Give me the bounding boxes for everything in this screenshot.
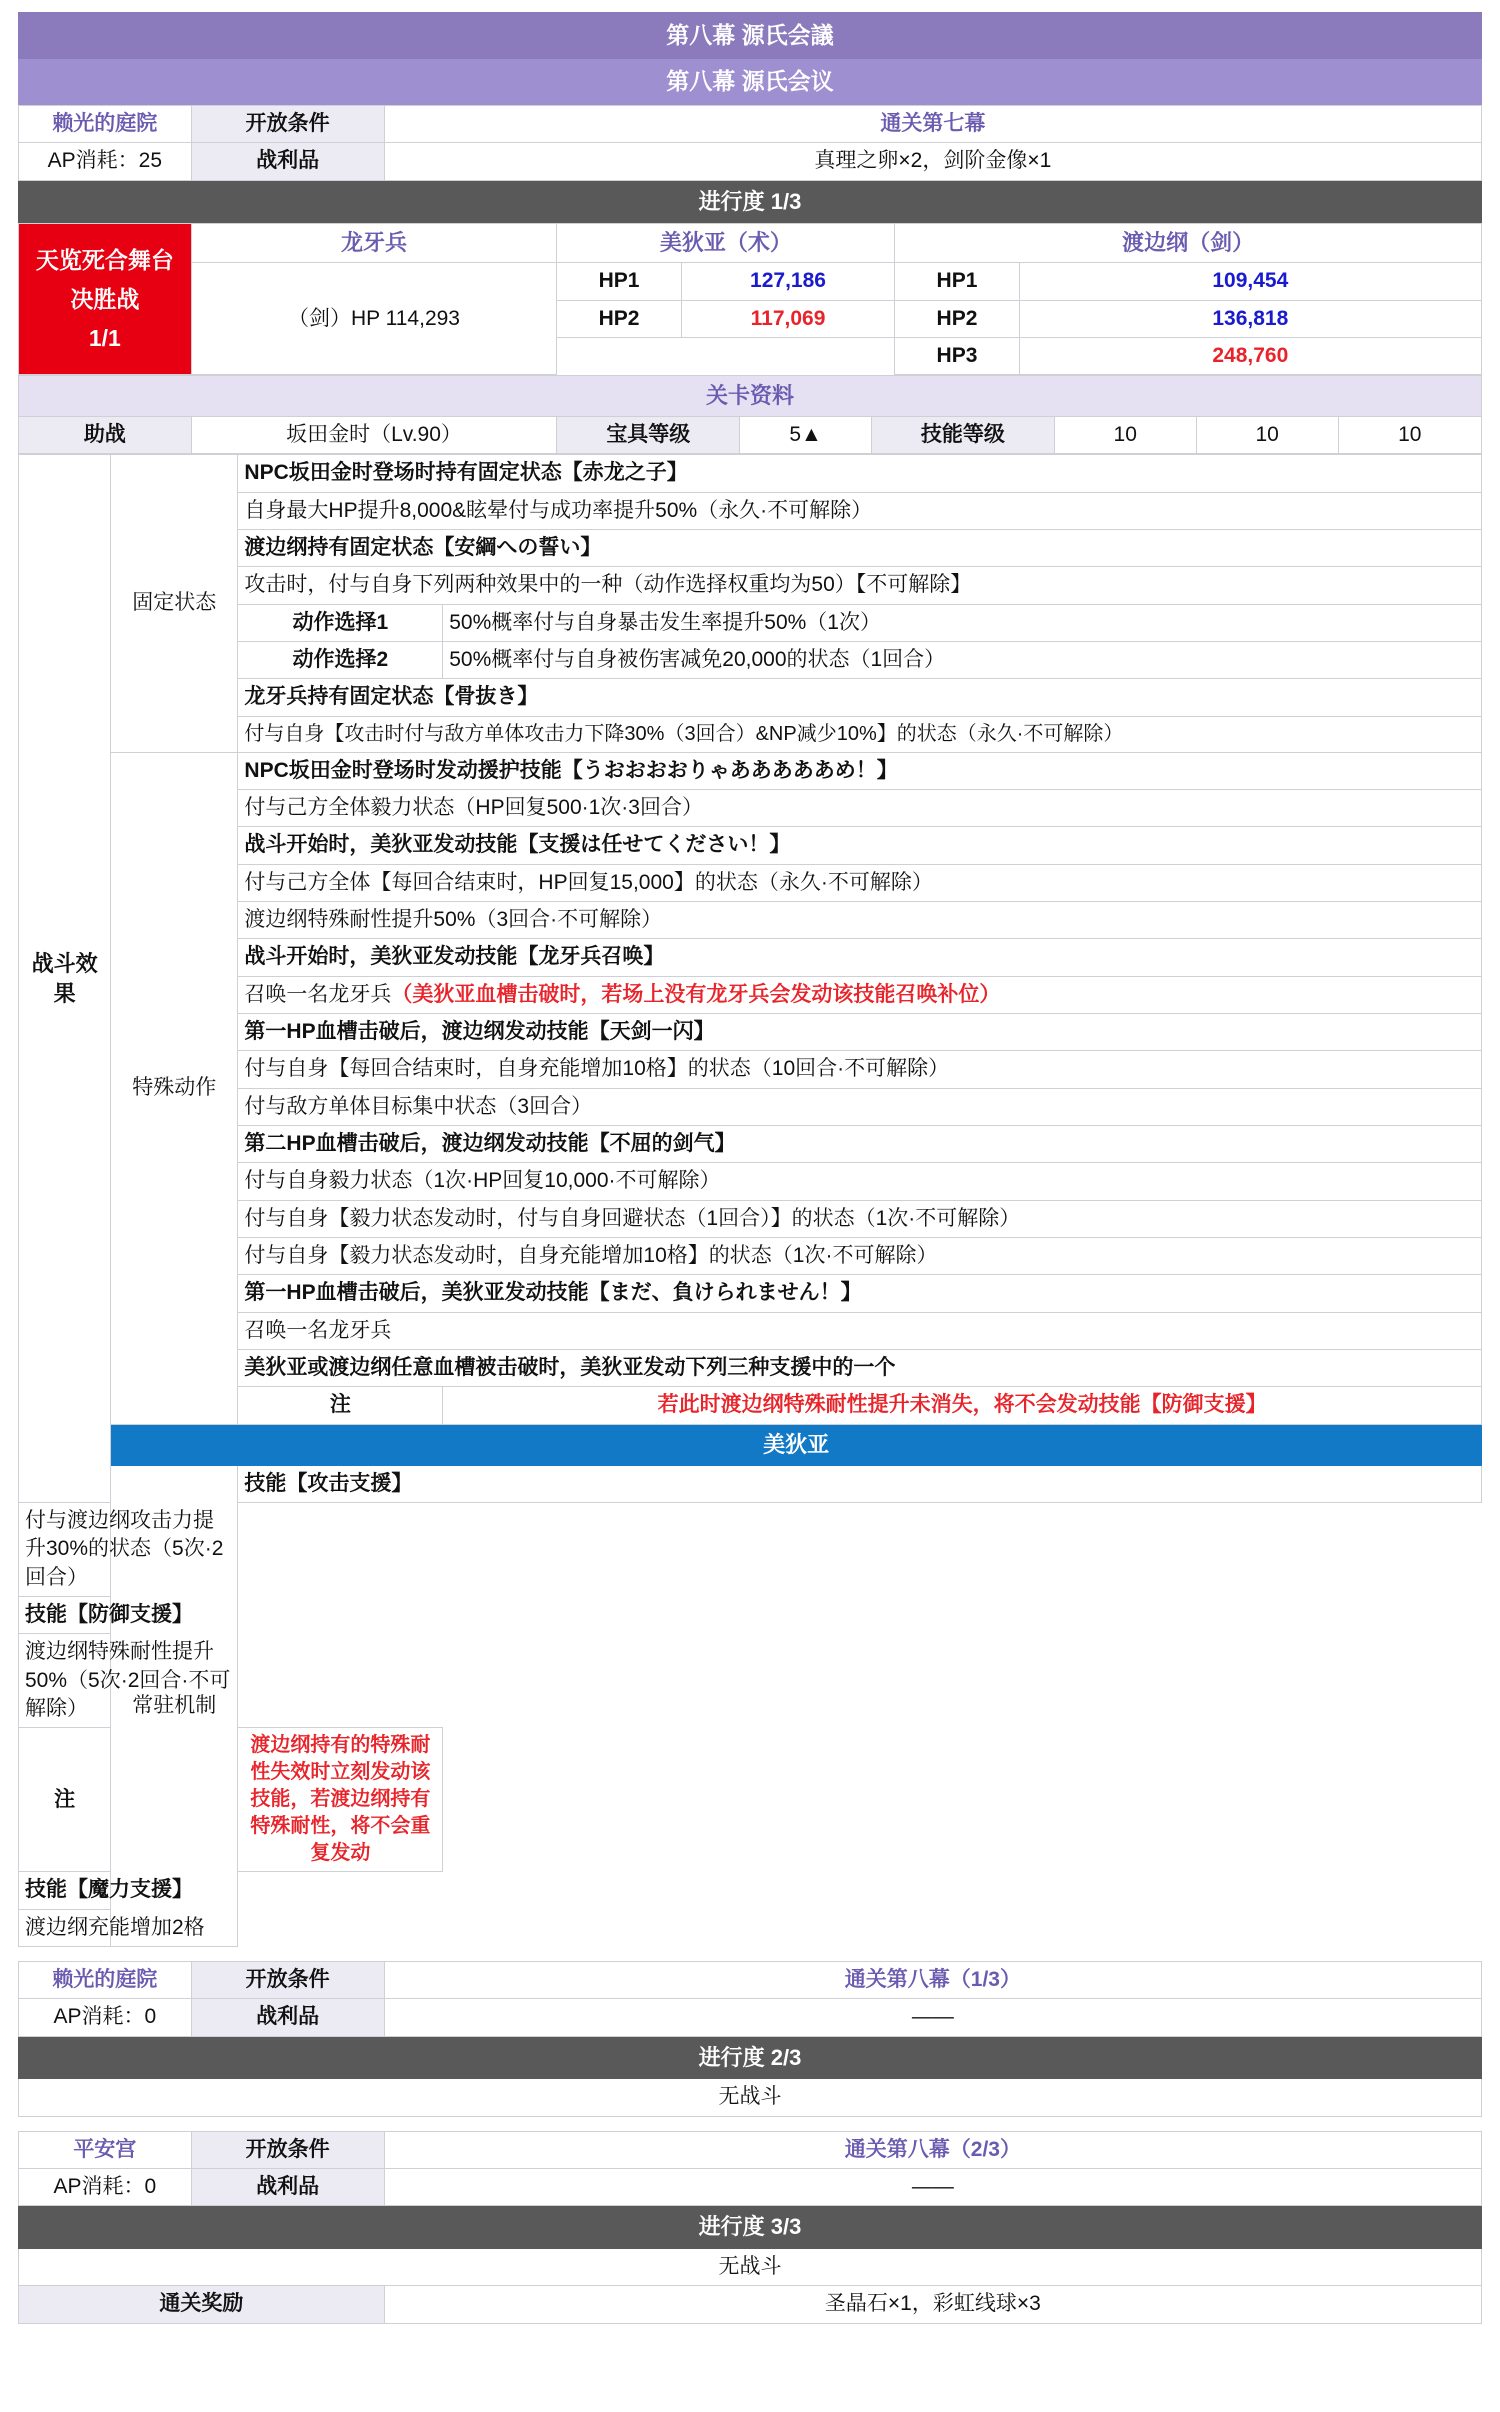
effects-row — [19, 641, 1482, 678]
clear-reward-value: 圣晶石×1，彩虹线球×3 — [384, 2286, 1481, 2323]
effect-text-red: （美狄亚血槽击破时，若场上没有龙牙兵会发动该技能召唤补位） — [391, 982, 1001, 1006]
quest2-progress-row — [19, 2036, 1482, 2079]
enemy-hp1-row — [19, 263, 1482, 300]
effects-row — [19, 1238, 1482, 1275]
enemy-2-hp2-value: 117,069 — [681, 300, 895, 337]
effects-row — [19, 567, 1482, 604]
effect-head: NPC坂田金时登场时持有固定状态【赤龙之子】 — [238, 455, 1482, 492]
effect-head: 第一HP血槽击破后，渡边纲发动技能【天剑一闪】 — [238, 1014, 1482, 1051]
effect-text: 渡边纲充能增加2格 — [19, 1909, 238, 1946]
effects-row — [19, 827, 1482, 864]
enemy-2-hp2-label: HP2 — [557, 300, 681, 337]
effect-head: 技能【魔力支援】 — [19, 1872, 238, 1909]
quest3-progress-row — [19, 2206, 1482, 2249]
quest1-unlock-row — [19, 106, 1482, 143]
np-label: 宝具等级 — [557, 416, 740, 453]
effects-row — [19, 1387, 1482, 1424]
effects-row — [19, 1163, 1482, 1200]
quest1-location: 赖光的庭院 — [19, 106, 192, 143]
effects-row — [19, 864, 1482, 901]
effect-head: 龙牙兵持有固定状态【骨抜き】 — [238, 679, 1482, 716]
enemy-1-hp: （剑）HP 114,293 — [191, 263, 557, 375]
skill-value-2: 10 — [1196, 416, 1338, 453]
battle-effects-table — [18, 454, 1482, 1947]
quest-info-title-row — [19, 376, 1482, 417]
enemy-3-hp2-value: 136,818 — [1019, 300, 1481, 337]
effect-text: 攻击时，付与自身下列两种效果中的一种（动作选择权重均为50）【不可解除】 — [238, 567, 1482, 604]
quest-info-title: 关卡资料 — [19, 376, 1482, 417]
effects-row — [19, 752, 1482, 789]
clear-reward-row — [19, 2286, 1482, 2323]
battle-table — [18, 223, 1482, 375]
quest3-drop-value: —— — [384, 2169, 1481, 2206]
quest2-unlock-label: 开放条件 — [191, 1961, 384, 1998]
group-label-passive: 常驻机制 — [111, 1465, 238, 1946]
effects-row — [19, 1728, 1482, 1872]
enemy-3-hp1-label: HP1 — [895, 263, 1019, 300]
skill-value-3: 10 — [1338, 416, 1481, 453]
effect-text: 付与敌方单体目标集中状态（3回合） — [238, 1088, 1482, 1125]
effects-row — [19, 1126, 1482, 1163]
spacer-2 — [18, 2117, 1482, 2131]
enemy-3-hp3-label: HP3 — [895, 337, 1019, 374]
battle-effects-body — [19, 455, 1482, 1947]
effect-text: 渡边纲特殊耐性提升50%（3回合·不可解除） — [238, 902, 1482, 939]
effects-row — [19, 529, 1482, 566]
effects-row — [19, 1275, 1482, 1312]
enemy-3-hp1-value: 109,454 — [1019, 263, 1481, 300]
enemy-2-hp1-label: HP1 — [557, 263, 681, 300]
effects-row — [19, 1312, 1482, 1349]
quest2-no-battle: 无战斗 — [19, 2079, 1482, 2116]
quest2-progress: 进行度 2/3 — [19, 2036, 1482, 2079]
effects-row — [19, 1424, 1482, 1465]
effect-head: 美狄亚或渡边纲任意血槽被击破时，美狄亚发动下列三种支援中的一个 — [238, 1350, 1482, 1387]
effects-row — [19, 1350, 1482, 1387]
effect-head: 技能【防御支援】 — [19, 1596, 238, 1633]
title-cn: 第八幕 源氏会议 — [19, 59, 1482, 105]
quest2-ap-cost: AP消耗：0 — [19, 1999, 192, 2036]
effect-head: 战斗开始时，美狄亚发动技能【龙牙兵召唤】 — [238, 939, 1482, 976]
quest1-progress: 进行度 1/3 — [19, 180, 1482, 223]
battle-effects-label: 战斗效果 — [19, 455, 111, 1503]
quest3-progress: 进行度 3/3 — [19, 2206, 1482, 2249]
quest1-ap-cost: AP消耗：25 — [19, 143, 192, 180]
effect-head: NPC坂田金时登场时发动援护技能【うおおおおりゃあああああめ！】 — [238, 752, 1482, 789]
quest1-header-table — [18, 105, 1482, 223]
effect-text: 召唤一名龙牙兵 — [238, 1312, 1482, 1349]
effects-row — [19, 1909, 1482, 1946]
effect-text: 付与己方全体毅力状态（HP回复500·1次·3回合） — [238, 789, 1482, 826]
effect-value: 50%概率付与自身暴击发生率提升50%（1次） — [443, 604, 1482, 641]
effects-row — [19, 1200, 1482, 1237]
group-label-special: 特殊动作 — [111, 752, 238, 1424]
effect-head: 技能【攻击支援】 — [238, 1465, 1482, 1502]
quest1-unlock-label: 开放条件 — [191, 106, 384, 143]
enemy-3-hp3-value: 248,760 — [1019, 337, 1481, 374]
stage-cell — [19, 224, 192, 375]
effect-head: 第一HP血槽击破后，美狄亚发动技能【まだ、負けられません！】 — [238, 1275, 1482, 1312]
quest3-unlock-label: 开放条件 — [191, 2131, 384, 2168]
quest3-no-battle: 无战斗 — [19, 2249, 1482, 2286]
enemy-2-hp1-value: 127,186 — [681, 263, 895, 300]
effect-text: 付与自身【毅力状态发动时，自身充能增加10格】的状态（1次·不可解除） — [238, 1238, 1482, 1275]
quest3-unlock-row — [19, 2131, 1482, 2168]
quest3-drop-row — [19, 2169, 1482, 2206]
effects-row — [19, 1872, 1482, 1909]
quest2-drop-row — [19, 1999, 1482, 2036]
effects-row — [19, 976, 1482, 1013]
effect-value: 50%概率付与自身被伤害减免20,000的状态（1回合） — [443, 641, 1482, 678]
effect-head: 战斗开始时，美狄亚发动技能【支援は任せてください！】 — [238, 827, 1482, 864]
quest1-progress-row — [19, 180, 1482, 223]
effects-row — [19, 1088, 1482, 1125]
quest3-unlock-value: 通关第八幕（2/3） — [384, 2131, 1481, 2168]
quest2-table — [18, 1961, 1482, 2117]
quest3-ap-cost: AP消耗：0 — [19, 2169, 192, 2206]
effect-text-plain: 召唤一名龙牙兵 — [244, 982, 392, 1006]
quest2-drop-value: —— — [384, 1999, 1481, 2036]
group-label-fixed: 固定状态 — [111, 455, 238, 752]
quest3-drop-label: 战利品 — [191, 2169, 384, 2206]
quest2-location: 赖光的庭院 — [19, 1961, 192, 1998]
enemy-name-row — [19, 224, 1482, 263]
stage-wave: 1/1 — [88, 324, 121, 351]
effects-row — [19, 716, 1482, 752]
effect-text: 渡边纲特殊耐性提升50%（5次·2回合·不可解除） — [19, 1634, 238, 1728]
effect-head: 渡边纲持有固定状态【安綱への誓い】 — [238, 529, 1482, 566]
effects-row — [19, 1051, 1482, 1088]
effects-row — [19, 1634, 1482, 1728]
title-jp-row — [19, 13, 1482, 59]
effect-text: 付与渡边纲攻击力提升30%的状态（5次·2回合） — [19, 1502, 238, 1596]
effects-row — [19, 679, 1482, 716]
quest1-drop-label: 战利品 — [191, 143, 384, 180]
support-servant: 坂田金时（Lv.90） — [191, 416, 557, 453]
effect-key: 动作选择2 — [238, 641, 443, 678]
effect-text: 付与自身毅力状态（1次·HP回复10,000·不可解除） — [238, 1163, 1482, 1200]
enemy-name-1: 龙牙兵 — [191, 224, 557, 263]
quest3-location: 平安宫 — [19, 2131, 192, 2168]
medea-banner: 美狄亚 — [111, 1424, 1482, 1465]
skill-value-1: 10 — [1054, 416, 1196, 453]
effects-row — [19, 939, 1482, 976]
quest2-unlock-row — [19, 1961, 1482, 1998]
empty-cell-b — [681, 337, 895, 374]
effect-key: 动作选择1 — [238, 604, 443, 641]
title-cn-row — [19, 59, 1482, 105]
quest2-drop-label: 战利品 — [191, 1999, 384, 2036]
stage-name: 天览死合舞台 — [35, 246, 174, 273]
support-row — [19, 416, 1482, 453]
effects-row — [19, 604, 1482, 641]
effects-row — [19, 902, 1482, 939]
quest2-unlock-value: 通关第八幕（1/3） — [384, 1961, 1481, 1998]
effect-note-label: 注 — [19, 1728, 111, 1872]
quest1-drop-value: 真理之卵×2，剑阶金像×1 — [384, 143, 1481, 180]
effect-note-value: 若此时渡边纲特殊耐性提升未消失，将不会发动技能【防御支援】 — [443, 1387, 1482, 1424]
effect-text: 付与自身【毅力状态发动时，付与自身回避状态（1回合）】的状态（1次·不可解除） — [238, 1200, 1482, 1237]
effect-text: 自身最大HP提升8,000&眩晕付与成功率提升50%（永久·不可解除） — [238, 492, 1482, 529]
clear-reward-label: 通关奖励 — [19, 2286, 385, 2323]
support-label: 助战 — [19, 416, 192, 453]
effect-text: 付与自身【每回合结束时，自身充能增加10格】的状态（10回合·不可解除） — [238, 1051, 1482, 1088]
effect-note-label: 注 — [238, 1387, 443, 1424]
effects-row — [19, 1014, 1482, 1051]
np-value: 5▲ — [740, 416, 872, 453]
effect-text: 付与己方全体【每回合结束时，HP回复15,000】的状态（永久·不可解除） — [238, 864, 1482, 901]
effect-head: 第二HP血槽击破后，渡边纲发动技能【不屈的剑气】 — [238, 1126, 1482, 1163]
quest3-nobattle-row — [19, 2249, 1482, 2286]
skill-label: 技能等级 — [871, 416, 1054, 453]
effects-row — [19, 1465, 1482, 1502]
effects-row — [19, 1502, 1482, 1596]
quest1-unlock-value: 通关第七幕 — [384, 106, 1481, 143]
enemy-name-2: 美狄亚（术） — [557, 224, 895, 263]
effect-text-mixed — [238, 976, 1482, 1013]
effects-row — [19, 455, 1482, 492]
title-table — [18, 12, 1482, 105]
enemy-name-3: 渡边纲（剑） — [895, 224, 1482, 263]
enemy-3-hp2-label: HP2 — [895, 300, 1019, 337]
quest1-drop-row — [19, 143, 1482, 180]
quest2-nobattle-row — [19, 2079, 1482, 2116]
effects-row — [19, 1596, 1482, 1633]
effects-row — [19, 789, 1482, 826]
empty-cell-a — [557, 337, 681, 374]
title-jp: 第八幕 源氏会議 — [19, 13, 1482, 59]
effect-note-value: 渡边纲持有的特殊耐性失效时立刻发动该技能，若渡边纲持有特殊耐性，将不会重复发动 — [238, 1728, 443, 1872]
stage-sub: 决胜战 — [70, 285, 140, 312]
quest-info-table — [18, 375, 1482, 454]
effects-row — [19, 492, 1482, 529]
effect-text: 付与自身【攻击时付与敌方单体攻击力下降30%（3回合）&NP减少10%】的状态（永久·不可解除） — [238, 716, 1482, 752]
spacer-1 — [18, 1947, 1482, 1961]
quest3-table — [18, 2131, 1482, 2324]
